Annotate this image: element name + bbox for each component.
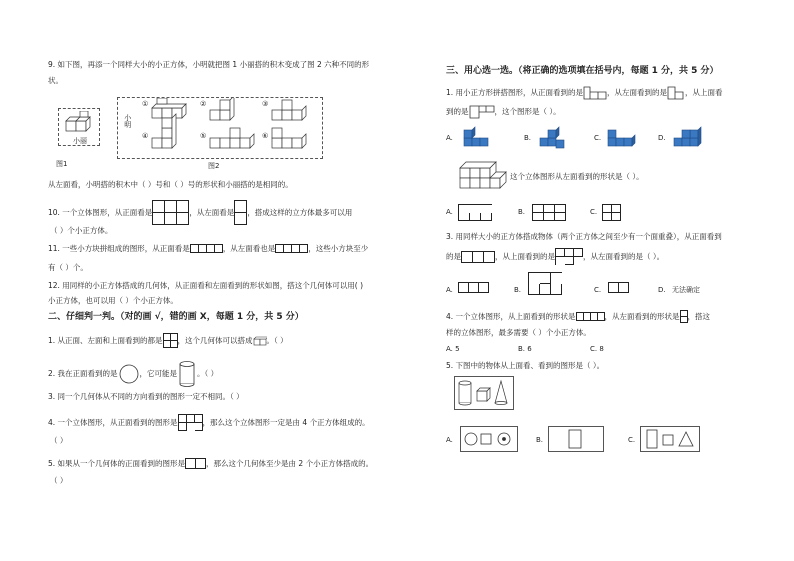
q10-part3: ，搭成这样的立方体最多可以用 <box>247 207 353 217</box>
choice5-option-b-box <box>548 426 604 452</box>
choice5-objects-box <box>454 376 514 410</box>
choice5-option-c-shapes <box>641 427 699 451</box>
choice2-option-c-grid <box>602 204 621 221</box>
choice4-left-view <box>680 310 688 323</box>
choice2-option-b-grid <box>532 204 566 221</box>
choice5-option-b-label[interactable]: B. <box>536 436 544 444</box>
figure2-cube-shapes <box>132 98 322 158</box>
q9-line2: 状。 <box>48 76 63 85</box>
choice4-part2: ，从左面看到的形状是 <box>604 311 680 321</box>
choice3-line2c: ，从左面看到的是（ ）。 <box>583 251 665 261</box>
q10-part2: ，从左面看是 <box>189 207 235 217</box>
judge5-text2: ，那么这个几何体至少是由 2 个小正方体搭成的。 <box>206 458 374 468</box>
choice1-option-a-label[interactable]: A. <box>446 134 453 142</box>
shape-num-2: ② <box>200 100 207 108</box>
choice5-option-a-box <box>460 426 518 452</box>
choice3-line2b: ，从上面看到的是 <box>495 251 555 261</box>
judge2-text: 2. 我在正面看到的是 <box>48 369 118 379</box>
choice3-options <box>446 272 756 302</box>
judge5-text: 5. 如果从一个几何体的正面看到的图形是 <box>48 458 186 468</box>
q11-front-view-grid <box>190 244 223 253</box>
choice1-line2b: ，这个图形是（ ）。 <box>494 107 561 117</box>
choice1-option-b-cubes <box>538 126 568 150</box>
choice5-options <box>446 424 756 454</box>
judge2-end: 。（ ） <box>197 369 219 379</box>
judge2-text2: ，它可能是 <box>139 369 178 379</box>
choice3-option-a-label[interactable]: A. <box>446 286 453 294</box>
choice5-option-b-shapes <box>549 427 603 451</box>
choice3-line2a: 的是 <box>446 251 461 261</box>
judge5-view-grid <box>185 458 206 469</box>
q11-part3: ，这些小方块至少 <box>308 244 369 253</box>
q10-line2: （ ）个小正方体。 <box>50 226 113 235</box>
choice2-option-b-label[interactable]: B. <box>518 208 526 216</box>
choice1-option-d-cubes <box>672 126 706 150</box>
choice3-front-view <box>461 251 495 263</box>
choice2-option-c-label[interactable]: C. <box>590 208 598 216</box>
choice1-options <box>446 126 756 152</box>
judge3: 3. 同一个几何体从不同的方向看到的图形一定不相同。（ ） <box>48 392 244 401</box>
choice5-option-c-label[interactable]: C. <box>628 436 636 444</box>
choice3-line1: 3. 用同样大小的正方体搭成物体（两个正方体之间至少有一个面重叠），从正面看到 <box>446 232 722 241</box>
judge1 <box>48 333 288 348</box>
choice5-text: 5. 下图中的物体从上面看、看到的图形是（ ）。 <box>446 361 605 370</box>
q10-left-view-grid <box>234 200 247 225</box>
choice2-option-a-grid <box>458 204 492 221</box>
shape-num-3: ③ <box>262 100 269 108</box>
choice5-option-a-label[interactable]: A. <box>446 436 453 444</box>
q11-line2: 有（ ）个。 <box>48 263 88 272</box>
choice4-option-c[interactable]: C. 8 <box>590 345 604 353</box>
judge4-line2: （ ） <box>50 436 68 445</box>
shape-num-4: ④ <box>142 132 149 140</box>
choice1-line2a: 到的是 <box>446 107 469 117</box>
choice1-option-d-label[interactable]: D. <box>658 134 666 142</box>
judge1-end: 。（ ） <box>266 335 288 345</box>
choice5-option-c-box <box>640 426 700 452</box>
q9-line1: 9. 如下图，再添一个同样大小的小正方体，小明就把图 1 小丽搭的积木变成了图 2 六种不同的形 <box>48 60 370 69</box>
choice1-left-view <box>667 86 685 100</box>
judge1-text: 1. 从正面、左面和上面看到的都是 <box>48 335 163 345</box>
q11-left-view-grid <box>275 244 308 253</box>
choice3-option-b-grid <box>528 272 562 295</box>
choice1-option-c-cubes <box>606 126 640 150</box>
q10-line1 <box>48 200 352 225</box>
choice3-option-d-text: 无法确定 <box>672 286 700 294</box>
q11-part1: 11. 一些小方块拼组成的图形，从正面看是 <box>48 244 190 253</box>
choice2-options <box>446 204 756 222</box>
q10-part1: 10. 一个立体图形，从正面看是 <box>48 207 153 217</box>
figure1-caption: 图1 <box>56 160 68 168</box>
q10-front-view-grid <box>152 200 189 225</box>
judge4-text: 4. 一个立体图形，从正面看到的图形是 <box>48 417 178 427</box>
shape-num-5: ⑤ <box>200 132 207 140</box>
choice4-top-view <box>576 312 605 321</box>
choice1-option-c-label[interactable]: C. <box>594 134 602 142</box>
judge1-cube-shape <box>253 335 267 347</box>
choice4-part3: ，搭这 <box>687 311 711 321</box>
choice1-part2: ，从左面看到的是 <box>607 88 668 98</box>
q12-line2: 小正方体，也可以用（ ）个小正方体。 <box>48 296 178 305</box>
choice4-part1: 4. 一个立体图形，从上面看到的形状是 <box>446 311 576 321</box>
judge1-view-grid <box>163 333 178 348</box>
judge5 <box>48 458 373 469</box>
choice1-option-b-label[interactable]: B. <box>524 134 532 142</box>
choice5-option-a-shapes <box>461 427 517 451</box>
choice3-line2 <box>446 248 664 265</box>
choice2-solid-figure <box>458 158 512 194</box>
q11-part2: ，从左面看也是 <box>222 244 276 253</box>
shape-num-6: ⑥ <box>262 132 269 140</box>
judge4-text2: ，那么这个立体图形一定是由 4 个正方体组成的。 <box>202 417 370 427</box>
q11-line1 <box>48 244 368 253</box>
choice3-option-b-label[interactable]: B. <box>514 286 522 294</box>
figure2-caption: 图2 <box>208 162 220 170</box>
choice1-part1: 1. 用小正方形拼搭图形，从正面看到的是 <box>446 88 584 98</box>
choice1-top-view <box>469 105 495 119</box>
judge1-text2: ，这个几何体可以搭成 <box>177 335 253 345</box>
choice2-text: 这个立体图形从左面看到的形状是（ ）。 <box>510 172 644 181</box>
figure1-inner-label: 小丽 <box>73 137 87 145</box>
section3-title: 三、用心选一选。（将正确的选项填在括号内，每题 1 分，共 5 分） <box>446 66 719 76</box>
choice1-part3: ，从上面看 <box>685 88 723 98</box>
choice5-objects <box>455 377 513 409</box>
choice3-option-c-label[interactable]: C. <box>594 286 602 294</box>
q9-answer: 从左面看，小明搭的积木中（ ）号和（ ）号的形状和小丽搭的是相同的。 <box>48 180 293 189</box>
choice1-line2 <box>446 105 561 119</box>
choice3-top-view <box>555 248 583 265</box>
figure1-cubes <box>62 111 102 137</box>
q12-line1: 12. 用同样的小正方体搭成的几何体，从正面看和左面看到的形状如图，搭这个几何体可以用( ) <box>48 281 364 290</box>
judge2 <box>48 360 218 388</box>
choice1-option-a-cubes <box>462 126 492 148</box>
choice4-line1 <box>446 310 710 323</box>
choice3-option-d-label[interactable]: D. <box>658 286 666 294</box>
section2-title: 二、仔细判一判。（对的画 √，错的画 X，每题 1 分，共 5 分） <box>48 312 304 322</box>
figure2-box <box>117 97 323 159</box>
choice1-line1 <box>446 86 723 100</box>
choice3-option-c-grid <box>608 282 629 293</box>
judge5-line2: （ ） <box>50 476 68 485</box>
choice4-option-a[interactable]: A. 5 <box>446 345 460 353</box>
choice2-option-a-label[interactable]: A. <box>446 208 453 216</box>
shape-num-1: ① <box>142 100 149 108</box>
figure2-side-label: 小明 <box>123 114 132 128</box>
judge2-cylinder-shape <box>177 360 197 388</box>
choice4-options <box>446 345 756 357</box>
choice3-option-a-grid <box>458 282 489 293</box>
judge2-circle-shape <box>118 363 140 385</box>
choice1-front-view <box>583 86 607 100</box>
judge4-view-grid <box>178 414 203 431</box>
figure1-box <box>58 108 100 146</box>
judge4 <box>48 414 370 431</box>
choice4-line2: 样的立体图形，最多需要（ ）个小正方体。 <box>446 328 591 337</box>
choice4-option-b[interactable]: B. 6 <box>518 345 532 353</box>
